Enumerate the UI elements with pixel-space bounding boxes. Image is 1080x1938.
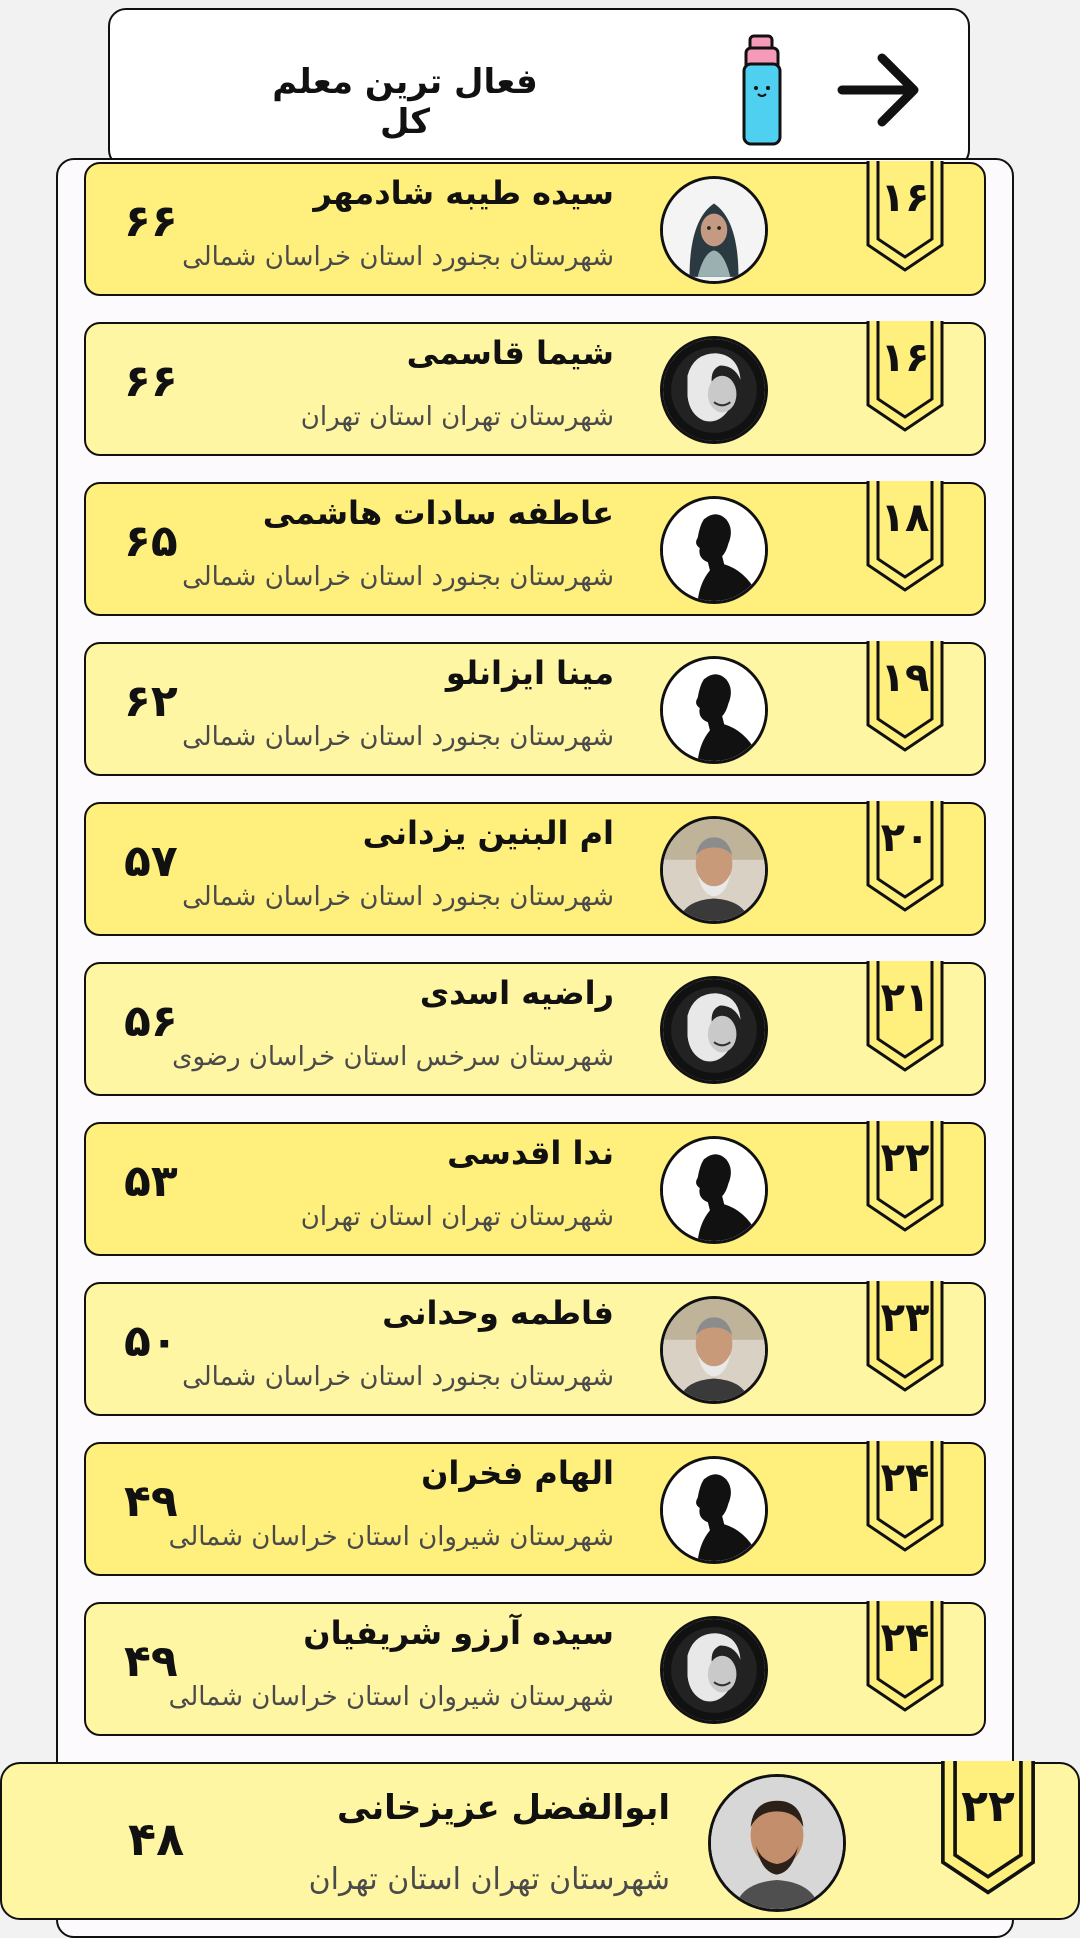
user-name: فاطمه وحدانی <box>382 1294 614 1332</box>
rank-number: ۲۴ <box>880 1455 930 1501</box>
user-location: شهرستان شیروان استان خراسان شمالی <box>168 1682 614 1712</box>
rank-number: ۲۴ <box>880 1615 930 1661</box>
rank-badge <box>864 1441 946 1553</box>
rank-badge <box>864 481 946 593</box>
user-location: شهرستان شیروان استان خراسان شمالی <box>168 1522 614 1552</box>
user-name: سیده طیبه شادمهر <box>313 174 614 212</box>
user-location: شهرستان تهران استان تهران <box>300 402 614 432</box>
avatar <box>660 976 768 1084</box>
page-header <box>108 8 970 168</box>
rank-number: ۱۹ <box>880 655 930 701</box>
user-score: ۶۶ <box>124 196 178 247</box>
rank-badge <box>864 1121 946 1233</box>
rank-badge <box>864 1601 946 1713</box>
rank-badge <box>864 641 946 753</box>
user-score: ۴۹ <box>124 1636 178 1687</box>
rank-badge <box>864 1281 946 1393</box>
user-score: ۵۶ <box>124 996 178 1047</box>
rank-number: ۲۳ <box>880 1295 930 1341</box>
avatar <box>660 336 768 444</box>
leaderboard-card[interactable] <box>84 1282 986 1416</box>
leaderboard-card[interactable] <box>84 1442 986 1576</box>
rank-number: ۲۲ <box>880 1135 930 1181</box>
user-score: ۶۲ <box>124 676 178 727</box>
leaderboard-card[interactable] <box>84 322 986 456</box>
avatar <box>660 1616 768 1724</box>
water-bottle-icon <box>732 30 792 150</box>
avatar <box>660 1136 768 1244</box>
user-score: ۵۷ <box>124 836 178 887</box>
user-name: ام البنین یزدانی <box>362 814 614 852</box>
rank-number: ۲۰ <box>880 815 930 861</box>
avatar <box>660 1296 768 1404</box>
avatar <box>708 1774 846 1912</box>
avatar <box>660 496 768 604</box>
user-score: ۶۶ <box>124 356 178 407</box>
leaderboard-card[interactable] <box>84 1122 986 1256</box>
leaderboard-card[interactable] <box>84 162 986 296</box>
rank-badge <box>938 1761 1038 1896</box>
rank-badge <box>864 801 946 913</box>
avatar <box>660 656 768 764</box>
rank-number: ۱۶ <box>880 335 930 381</box>
current-user-card[interactable] <box>0 1762 1080 1920</box>
user-score: ۵۰ <box>124 1316 178 1367</box>
rank-number: ۲۲ <box>961 1781 1015 1832</box>
leaderboard-card[interactable] <box>84 802 986 936</box>
user-name: ندا اقدسی <box>447 1134 614 1172</box>
user-location: شهرستان تهران استان تهران <box>308 1862 670 1897</box>
rank-number: ۲۱ <box>880 975 930 1021</box>
back-arrow-icon[interactable] <box>830 42 926 138</box>
page-title: فعال ترین معلم کل <box>272 62 538 142</box>
user-location: شهرستان بجنورد استان خراسان شمالی <box>182 1362 614 1392</box>
avatar <box>660 176 768 284</box>
rank-badge <box>864 161 946 273</box>
rank-badge <box>864 961 946 1073</box>
rank-number: ۱۶ <box>880 175 930 221</box>
user-name: مینا ایزانلو <box>445 654 614 692</box>
leaderboard-card[interactable] <box>84 962 986 1096</box>
user-score: ۴۸ <box>128 1812 185 1866</box>
rank-badge <box>864 321 946 433</box>
user-name: شیما قاسمی <box>406 334 614 372</box>
leaderboard-card[interactable] <box>84 642 986 776</box>
user-name: الهام فخران <box>421 1454 614 1492</box>
user-name: سیده آرزو شریفیان <box>303 1614 614 1652</box>
leaderboard-card[interactable] <box>84 482 986 616</box>
user-name: ابوالفضل عزیزخانی <box>336 1788 670 1828</box>
user-location: شهرستان بجنورد استان خراسان شمالی <box>182 242 614 272</box>
user-location: شهرستان بجنورد استان خراسان شمالی <box>182 562 614 592</box>
user-location: شهرستان تهران استان تهران <box>300 1202 614 1232</box>
user-score: ۴۹ <box>124 1476 178 1527</box>
rank-number: ۱۸ <box>880 495 930 541</box>
user-location: شهرستان بجنورد استان خراسان شمالی <box>182 882 614 912</box>
user-score: ۵۳ <box>124 1156 178 1207</box>
user-name: راضیه اسدی <box>419 974 614 1012</box>
leaderboard-card[interactable] <box>84 1602 986 1736</box>
avatar <box>660 1456 768 1564</box>
avatar <box>660 816 768 924</box>
user-location: شهرستان سرخس استان خراسان رضوی <box>172 1042 614 1072</box>
user-name: عاطفه سادات هاشمی <box>262 494 614 532</box>
user-score: ۶۵ <box>124 516 178 567</box>
user-location: شهرستان بجنورد استان خراسان شمالی <box>182 722 614 752</box>
